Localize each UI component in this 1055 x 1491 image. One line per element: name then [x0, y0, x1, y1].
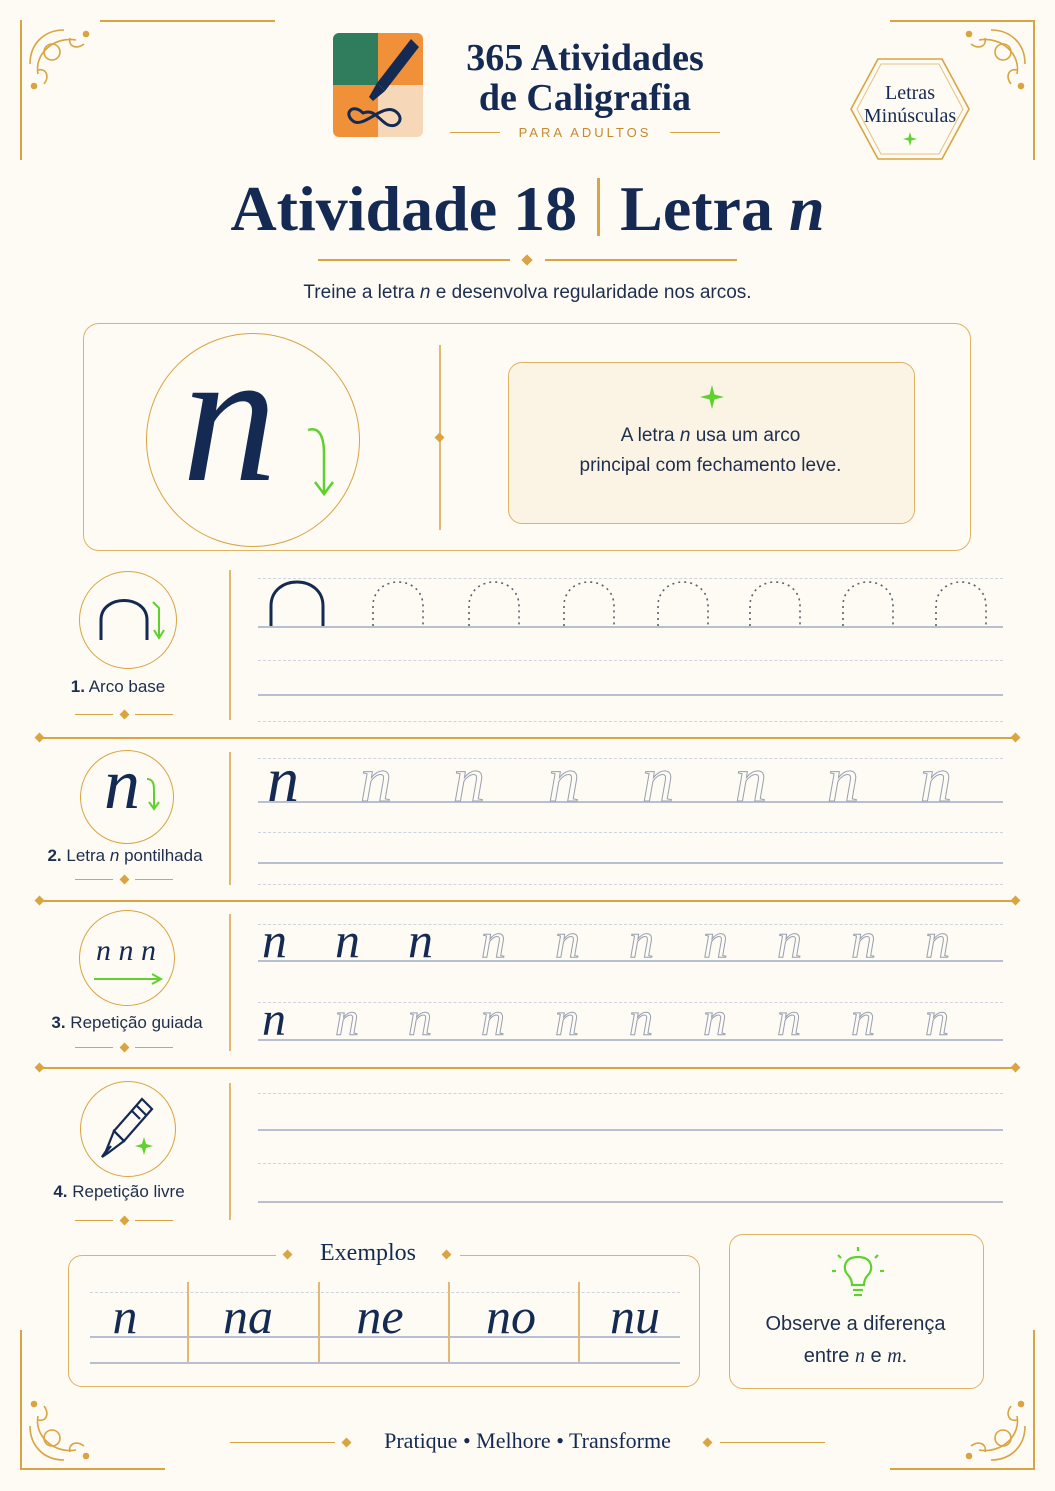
sparkle-icon [903, 132, 917, 151]
tip-text-start: entre [803, 1345, 855, 1367]
hero-note-line1 [508, 425, 913, 447]
guided-letter-dotted: n [555, 993, 579, 1046]
tip-line2 [729, 1345, 982, 1368]
footer-motto [0, 1428, 1055, 1454]
guided-letter-dotted: n [408, 993, 432, 1046]
intro-text [0, 282, 1055, 304]
stroke-direction-arrow-icon [144, 776, 162, 817]
section-divider [40, 737, 1016, 739]
section1-number: 1. [70, 677, 85, 696]
guided-letter-dotted: n [703, 993, 727, 1046]
tip-text-mid: e [864, 1345, 888, 1367]
section4-title: Repetição livre [72, 1182, 185, 1201]
hero-note-letter: n [679, 425, 691, 446]
brand-title-line1: 365 Atividades [466, 37, 704, 79]
frame-bottom-line [20, 1468, 165, 1470]
section2-label [25, 846, 225, 866]
section2-label-diamond [120, 875, 130, 885]
section3-label-diamond [120, 1043, 130, 1053]
practice-letter-dotted: n [453, 744, 485, 815]
section2-letter: n [109, 846, 120, 865]
example-word: n [112, 1288, 138, 1344]
practice-letter-dotted: n [548, 744, 580, 815]
example-word: no [486, 1288, 536, 1344]
section4-number: 4. [53, 1182, 68, 1201]
arch-icon [95, 590, 175, 651]
lightbulb-icon [828, 1245, 888, 1308]
intro-text-end: e desenvolva regularidade nos arcos. [430, 282, 752, 303]
subtitle-rule-right [670, 132, 720, 133]
section1-title: Arco base [88, 677, 166, 696]
practice-letter-dotted: n [735, 744, 767, 815]
fountain-pen-icon [98, 1095, 158, 1166]
example-baseline [90, 1362, 680, 1364]
footer-word: Pratique [384, 1428, 458, 1453]
title-rule-left [318, 259, 510, 261]
section4-label-diamond [120, 1216, 130, 1226]
example-separator [318, 1282, 320, 1362]
section3-title: Repetição guiada [70, 1013, 203, 1032]
writing-baseline [258, 1129, 1003, 1131]
frame-right-line [1033, 20, 1035, 160]
guided-letter-dotted: n [481, 912, 506, 968]
practice-letter-dotted: n [827, 744, 859, 815]
section4-label-rule-left [75, 1220, 113, 1221]
guided-letter-dotted: n [851, 993, 875, 1046]
writing-guide-line [258, 721, 1003, 722]
writing-guide-line [258, 884, 1003, 885]
guided-letter-solid: n [408, 912, 433, 968]
example-word: ne [356, 1288, 404, 1344]
example-word: nu [610, 1288, 660, 1344]
corner-ornament-top-left [24, 24, 104, 104]
section-divider-diamond [1011, 896, 1021, 906]
brand-title-line2: de Caligrafia [478, 77, 692, 119]
title-rule-right [545, 259, 737, 261]
example-separator [448, 1282, 450, 1362]
writing-baseline [258, 1201, 1003, 1203]
example-word: na [223, 1288, 273, 1344]
guided-letter-dotted: n [777, 993, 801, 1046]
section1-divider [229, 570, 231, 720]
hero-letter: n [182, 312, 277, 522]
practice-letter-dotted: n [360, 744, 392, 815]
tip-text-end: . [901, 1345, 908, 1367]
guided-letter-dotted: n [481, 993, 505, 1046]
tip-letter-a: n [854, 1345, 865, 1367]
section3-divider [229, 914, 231, 1051]
corner-ornament-bottom-right [951, 1386, 1031, 1466]
section2-divider [229, 752, 231, 885]
guided-letter-dotted: n [851, 912, 876, 968]
practice-letter-dotted: n [642, 744, 674, 815]
footer-separator: • [556, 1428, 564, 1453]
example-separator [578, 1282, 580, 1362]
section1-label [18, 677, 218, 697]
page-title [0, 172, 1055, 246]
section1-label-rule-right [135, 714, 173, 715]
title-activity: Atividade 18 [230, 173, 578, 244]
section-divider-diamond [1011, 733, 1021, 743]
writing-guide-line [258, 1093, 1003, 1094]
writing-guide-line [258, 1163, 1003, 1164]
practice-letter-solid: n [267, 744, 299, 815]
brand-subtitle: PARA ADULTOS [518, 125, 652, 140]
guided-letter-dotted: n [335, 993, 359, 1046]
title-letter-prefix: Letra [620, 173, 773, 244]
footer-word: Transforme [569, 1428, 671, 1453]
guided-letter-solid: n [262, 993, 286, 1046]
section4-divider [229, 1083, 231, 1220]
writing-guide-line [258, 660, 1003, 661]
title-letter: n [788, 173, 825, 244]
section1-label-diamond [120, 710, 130, 720]
examples-heading: Exemplos [320, 1240, 416, 1266]
guided-letter-dotted: n [555, 912, 580, 968]
guided-letter-dotted: n [925, 912, 950, 968]
section3-label-rule-right [135, 1047, 173, 1048]
guided-letter-dotted: n [777, 912, 802, 968]
practice-letter-dotted: n [920, 744, 952, 815]
section2-number: 2. [47, 846, 62, 865]
guided-letter-solid: n [262, 912, 287, 968]
badge-line1: Letras [885, 82, 935, 104]
category-badge [848, 56, 972, 162]
section3-label [27, 1013, 227, 1033]
frame-top-line [890, 20, 1035, 22]
section3-label-rule-left [75, 1047, 113, 1048]
section-divider-diamond [35, 1063, 45, 1073]
arrow-right-icon [92, 972, 164, 990]
guided-letter-dotted: n [629, 993, 653, 1046]
footer-separator: • [462, 1428, 471, 1453]
corner-ornament-bottom-left [24, 1386, 104, 1466]
hero-note-text-start: A letra [620, 425, 680, 446]
guided-letter-dotted: n [925, 993, 949, 1046]
section2-label-rule-right [135, 879, 173, 880]
section2-title-start: Letra [66, 846, 110, 865]
arch-practice-row [265, 578, 1005, 630]
frame-left-line [20, 20, 22, 160]
section-divider [40, 900, 1016, 902]
guided-letter-solid: n [335, 912, 360, 968]
section3-icon-text: n n n [96, 934, 156, 967]
intro-letter: n [419, 282, 431, 303]
hero-note-text-end: usa um arco [690, 425, 801, 446]
tip-letter-b: m [887, 1345, 902, 1367]
footer-word: Melhore [476, 1428, 551, 1453]
frame-bottom-line [890, 1468, 1035, 1470]
frame-top-line [100, 20, 275, 22]
brand-logo [333, 33, 423, 137]
guided-letter-dotted: n [629, 912, 654, 968]
writing-baseline [258, 694, 1003, 696]
section-divider-diamond [1011, 1063, 1021, 1073]
section4-label [19, 1182, 219, 1202]
section4-label-rule-right [135, 1220, 173, 1221]
example-separator [187, 1282, 189, 1362]
title-separator [597, 178, 600, 236]
writing-guide-line [258, 832, 1003, 833]
section-divider-diamond [35, 896, 45, 906]
badge-line2: Minúsculas [863, 105, 957, 127]
sparkle-icon [700, 385, 724, 414]
section2-title-end: pontilhada [119, 846, 203, 865]
section3-number: 3. [51, 1013, 66, 1032]
hero-note-line2: principal com fechamento leve. [579, 455, 842, 476]
footer-rule-right [720, 1442, 825, 1443]
section2-icon-letter: n [104, 744, 140, 824]
section1-label-rule-left [75, 714, 113, 715]
section-divider-diamond [35, 733, 45, 743]
tip-line1: Observe a diferença [765, 1313, 946, 1335]
writing-baseline [258, 862, 1003, 864]
section-divider [40, 1067, 1016, 1069]
intro-text-start: Treine a letra [303, 282, 420, 303]
stroke-direction-arrow-icon [304, 424, 338, 505]
title-diamond [521, 254, 532, 265]
guided-letter-dotted: n [703, 912, 728, 968]
section2-label-rule-left [75, 879, 113, 880]
